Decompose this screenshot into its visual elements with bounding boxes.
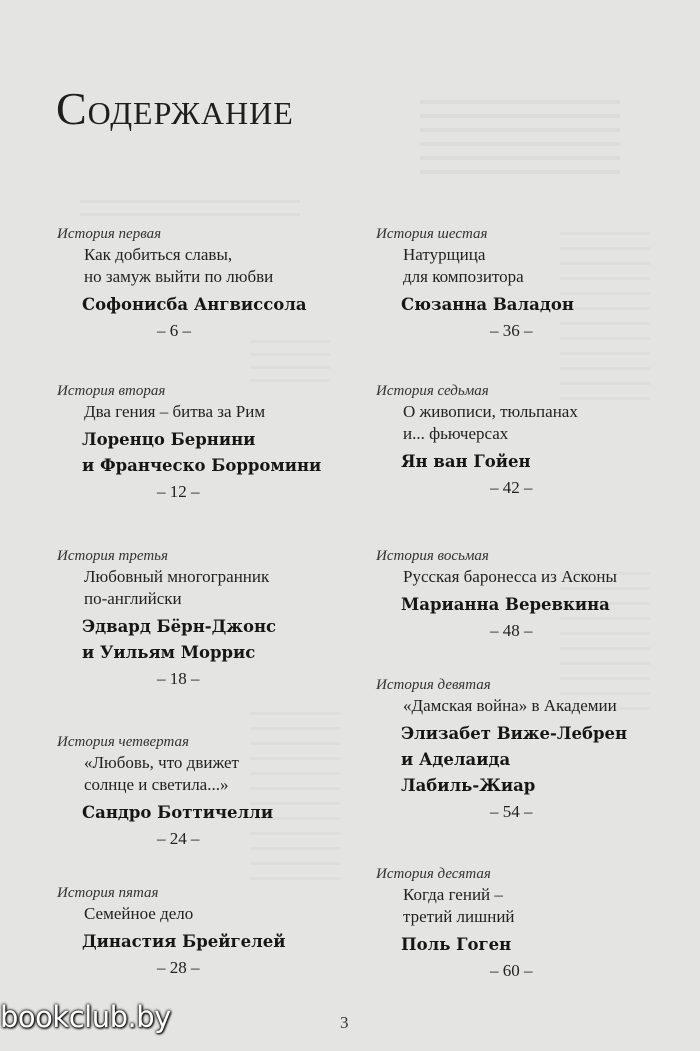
artist-name: Ян ван Гойен xyxy=(401,452,531,471)
toc-entry xyxy=(57,733,357,850)
artist-name: и Уильям Моррис xyxy=(82,643,256,662)
toc-entry xyxy=(57,382,357,503)
story-subtitle: третий лишний xyxy=(403,907,515,926)
story-subtitle: Русская баронесса из Асконы xyxy=(403,567,617,586)
story-label: История седьмая xyxy=(376,383,489,399)
story-subtitle: для композитора xyxy=(403,267,524,286)
story-page-number: – 54 – xyxy=(490,802,533,821)
artist-name: Династия Брейгелей xyxy=(82,932,286,951)
story-subtitle: солнце и светила...» xyxy=(84,775,229,794)
artist-name: и Аделаида xyxy=(401,750,511,769)
toc-entry xyxy=(376,382,676,499)
story-page-number: – 6 – xyxy=(157,321,191,340)
artist-name: Лоренцо Бернини xyxy=(82,430,256,449)
artist-name: и Франческо Борромини xyxy=(82,456,322,475)
artist-name: Сюзанна Валадон xyxy=(401,295,574,314)
story-subtitle: Натурщица xyxy=(403,245,486,264)
story-label: История девятая xyxy=(376,677,491,693)
artist-name: Марианна Веревкина xyxy=(401,595,610,614)
story-subtitle: по-английски xyxy=(84,589,182,608)
artist-name: Сандро Боттичелли xyxy=(82,803,274,822)
story-subtitle: Когда гений – xyxy=(403,885,503,904)
toc-entry xyxy=(376,547,676,642)
story-label: История пятая xyxy=(57,885,159,901)
artist-name: Софонисба Ангвиссола xyxy=(82,295,307,314)
toc-entry xyxy=(376,676,676,823)
story-subtitle: Два гения – битва за Рим xyxy=(84,402,266,421)
story-page-number: – 18 – xyxy=(157,669,200,688)
story-subtitle: но замуж выйти по любви xyxy=(84,267,274,286)
watermark: bookclub.by xyxy=(0,1000,171,1034)
page-number: 3 xyxy=(340,1013,349,1032)
story-subtitle: Как добиться славы, xyxy=(84,245,233,264)
story-subtitle: Семейное дело xyxy=(84,904,194,923)
story-page-number: – 60 – xyxy=(490,961,533,980)
artist-name: Поль Гоген xyxy=(401,935,512,954)
story-label: История шестая xyxy=(376,226,488,242)
story-page-number: – 42 – xyxy=(490,478,533,497)
story-label: История первая xyxy=(57,226,162,242)
toc-entry xyxy=(57,547,357,690)
story-label: История третья xyxy=(57,548,168,564)
story-page-number: – 36 – xyxy=(490,321,533,340)
story-subtitle: «Дамская война» в Академии xyxy=(403,696,617,715)
story-label: История восьмая xyxy=(376,548,489,564)
page-title: Содержание xyxy=(56,83,294,134)
artist-name: Эдвард Бёрн-Джонс xyxy=(82,617,277,636)
artist-name: Лабиль-Жиар xyxy=(401,776,536,795)
story-label: История десятая xyxy=(376,866,491,882)
story-page-number: – 48 – xyxy=(490,621,533,640)
story-page-number: – 12 – xyxy=(157,482,200,501)
artist-name: Элизабет Виже-Лебрен xyxy=(401,724,628,743)
story-page-number: – 24 – xyxy=(157,829,200,848)
story-page-number: – 28 – xyxy=(157,958,200,977)
toc-entry xyxy=(57,225,357,342)
story-label: История четвертая xyxy=(57,734,189,750)
story-subtitle: О живописи, тюльпанах xyxy=(403,402,578,421)
story-label: История вторая xyxy=(57,383,166,399)
story-subtitle: Любовный многогранник xyxy=(84,567,270,586)
story-subtitle: «Любовь, что движет xyxy=(84,753,239,772)
toc-entry xyxy=(57,884,357,979)
toc-entry xyxy=(376,225,676,342)
toc-entry xyxy=(376,865,676,982)
story-subtitle: и... фьючерсах xyxy=(403,424,509,443)
